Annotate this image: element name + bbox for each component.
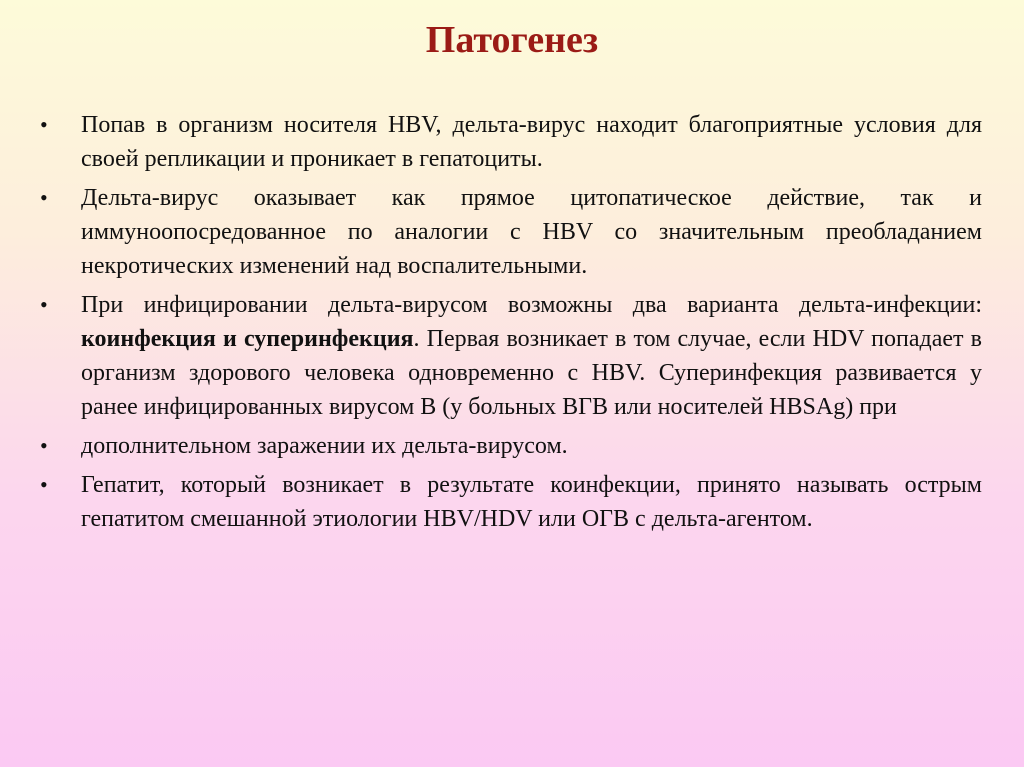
bullet-item [40,288,982,424]
bullet-item: • Попав в организм носителя HBV, дельта-вирус находит благоприятные условия для своей репликации и проникает в гепатоциты. [40,108,982,176]
bullet-list [40,108,982,541]
bullet-item: • Дельта-вирус оказывает как прямое цитопатическое действие, так и иммуноопосредованное по аналогии с HBV со значительным преобладанием некротических изменений над воспалительными. [40,181,982,283]
slide-title: Патогенез [425,19,599,61]
bold-term: коинфекция и суперинфекция [81,326,414,352]
bullet-item: • Гепатит, который возникает в результате коинфекции, принято называть острым гепатитом смешанной этиологии HBV/HDV или ОГВ с дельта-агентом. [40,468,982,536]
bullet-text-before: При инфицировании дельта-вирусом возможны два варианта дельта-инфекции: [81,292,982,318]
bullet-item: • дополнительном заражении их дельта-вирусом. [40,429,982,463]
bullet-text-after: . Первая возникает в том случае, если HDV попадает в организм здорового человека одновременно с HBV. Суперинфекция развивается у ранее инфицированных вирусом В (у больных ВГВ или носителей HBSAg) при [81,326,982,420]
